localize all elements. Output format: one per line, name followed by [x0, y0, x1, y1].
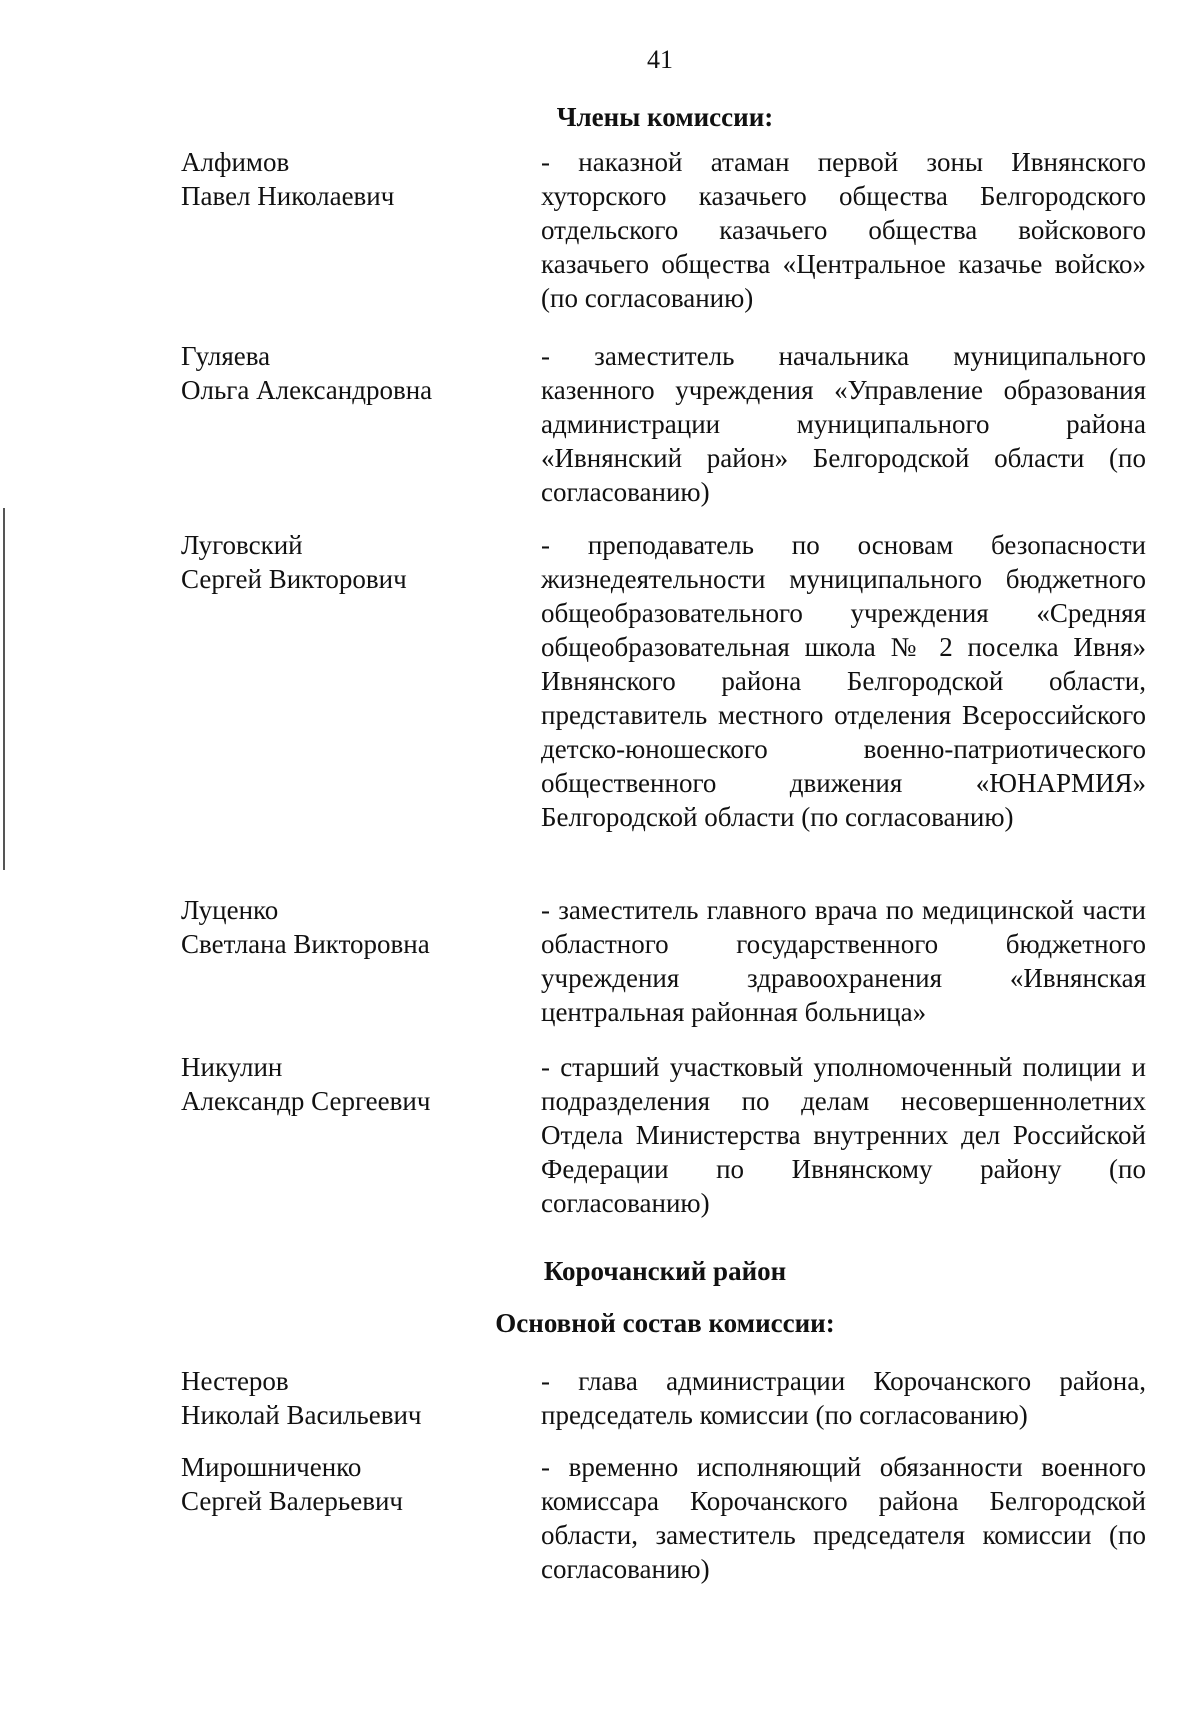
member-surname: Мирошниченко: [181, 1452, 362, 1482]
member-given-name: Ольга Александровна: [181, 375, 433, 405]
main-composition-heading: Основной состав комиссии:: [495, 1308, 835, 1338]
district-heading: Корочанский район: [543, 1256, 787, 1286]
members-heading: Члены комиссии:: [556, 102, 774, 132]
member-name: [181, 893, 521, 961]
scan-artifact: [3, 508, 5, 870]
member-surname: Никулин: [181, 1052, 283, 1082]
member-surname: Алфимов: [181, 147, 290, 177]
member-surname: Нестеров: [181, 1366, 289, 1396]
page-number: 41: [647, 45, 673, 74]
member-given-name: Светлана Викторовна: [181, 929, 430, 959]
member-role: - заместитель начальника муниципального казенного учреждения «Управление образования администрации муниципального района «Ивнянский район» Белгородской области (по согласованию): [541, 341, 1146, 507]
member-surname: Луценко: [181, 895, 279, 925]
member-role: - старший участковый уполномоченный полиции и подразделения по делам несовершеннолетних Отдела Министерства внутренних дел Российской Федерации по Ивнянскому району (по согласованию): [541, 1052, 1146, 1218]
member-name: [181, 145, 521, 213]
member-surname: Луговский: [181, 530, 303, 560]
member-role: - временно исполняющий обязанности военного комиссара Корочанского района Белгородской области, заместитель председателя комиссии (по согласованию): [541, 1452, 1146, 1584]
member-name: [181, 339, 521, 407]
member-role: - наказной атаман первой зоны Ивнянского хуторского казачьего общества Белгородского отдельского казачьего общества войскового казачьего общества «Центральное казачье войско» (по согласованию): [541, 147, 1146, 313]
member-role: - преподаватель по основам безопасности жизнедеятельности муниципального бюджетного общеобразовательного учреждения «Средняя общеобразовательная школа № 2 поселка Ивня» Ивнянского района Белгородской области, представитель местного отделения Всероссийского детско-юношеского военно-патриотического общественного движения «ЮНАРМИЯ» Белгородской области (по согласованию): [541, 530, 1146, 832]
member-given-name: Александр Сергеевич: [181, 1086, 431, 1116]
member-surname: Гуляева: [181, 341, 271, 371]
member-name: [181, 1450, 521, 1518]
member-name: [181, 1050, 521, 1118]
member-given-name: Сергей Валерьевич: [181, 1486, 403, 1516]
member-role: - заместитель главного врача по медицинской части областного государственного бюджетного учреждения здравоохранения «Ивнянская центральная районная больница»: [541, 895, 1146, 1027]
member-given-name: Николай Васильевич: [181, 1400, 422, 1430]
member-role: - глава администрации Корочанского района, председатель комиссии (по согласованию): [541, 1366, 1146, 1430]
member-name: [181, 1364, 521, 1432]
member-given-name: Сергей Викторович: [181, 564, 407, 594]
member-given-name: Павел Николаевич: [181, 181, 395, 211]
member-name: [181, 528, 521, 596]
